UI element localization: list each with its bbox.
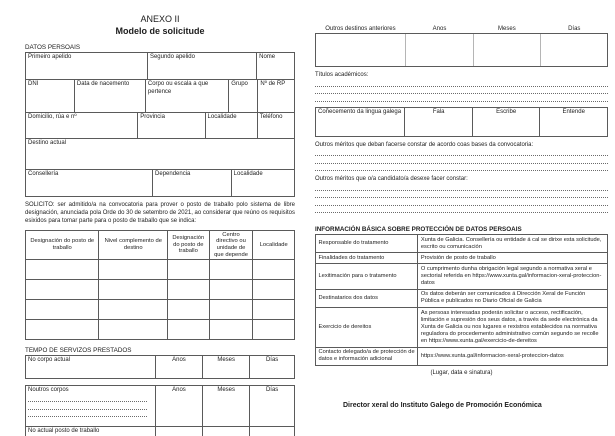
left-column [25, 14, 295, 436]
dotted-line [315, 183, 608, 191]
posto-col-designacion: Designación do posto de traballo [26, 230, 99, 260]
blank-field-cell [405, 34, 472, 66]
field-dni: DNI [26, 80, 75, 113]
col-dias: Días [250, 356, 295, 379]
table-row [316, 347, 608, 365]
field-no-actual-posto: No actual posto de traballo [26, 427, 156, 436]
col-escribe: Escribe [472, 107, 540, 136]
right-column [315, 26, 608, 409]
blank-field-cell [540, 34, 607, 66]
blank-field-cell [473, 34, 540, 66]
datos-persoais-table-row4 [25, 138, 295, 170]
col-anos: Anos [432, 26, 447, 32]
prot-label: Lexitimación para o tratamento [316, 264, 418, 289]
field-nome: Nome [257, 53, 295, 80]
prot-label: Exercicio de dereitos [316, 308, 418, 348]
prot-value: Xunta de Galicia. Consellería ou entidade á cal se dirixe esta solicitude, escrito ou comunicación [418, 235, 608, 253]
dotted-line [28, 410, 147, 418]
tempo-corpo-actual-table [25, 355, 295, 379]
dotted-line [315, 94, 608, 102]
blank-field-cell [168, 320, 209, 340]
blank-field-cell [253, 280, 295, 300]
col-anos: Anos [155, 356, 202, 379]
annex-title: ANEXO II [140, 14, 180, 24]
prot-value: As persoas interesadas poderán solicitar o acceso, rectificación, limitación e supresión dos seus datos, a través da sede electrónica da Xunta de Galicia ou nos lugares e rexistros establecidos na normativa reguladora do procedemento administrativo común segundo se recolle en https://www.xunta.gal/exercicio-de-dereitos [418, 308, 608, 348]
field-localidade: Localidade [205, 113, 257, 139]
col-anos: Anos [155, 386, 202, 427]
table-row [316, 289, 608, 307]
outros-destinos-header [315, 26, 608, 32]
blank-field-cell [203, 427, 250, 436]
field-data-nacemento: Data de nacemento [74, 80, 145, 113]
field-telefono: Teléfono [257, 113, 294, 139]
blank-field-cell [99, 300, 168, 320]
datos-persoais-table-row5 [25, 169, 295, 197]
blank-field-cell [99, 320, 168, 340]
dotted-line [315, 79, 608, 87]
col-meses: Meses [203, 386, 250, 427]
field-conselleria: Consellería [26, 170, 153, 197]
prot-label: Finalidades do tratamento [316, 253, 418, 264]
table-row [316, 264, 608, 289]
blank-field-cell [26, 300, 99, 320]
document-title [25, 14, 295, 37]
blank-field-cell [26, 320, 99, 340]
field-noutros-corpos [26, 386, 156, 427]
datos-persoais-table-row2 [25, 79, 295, 113]
blank-field-cell [209, 320, 253, 340]
blank-field-cell [209, 300, 253, 320]
blank-field-cell [168, 280, 209, 300]
blank-field-cell [168, 300, 209, 320]
prot-label: Responsable do tratamento [316, 235, 418, 253]
prot-value: O cumprimento dunha obrigación legal segundo a normativa xeral e sectorial referida en https://www.xunta.gal/informacion-xeral-proteccion-datos [418, 264, 608, 289]
posto-header-row [26, 230, 295, 260]
datos-persoais-table [25, 52, 295, 80]
blank-field-cell [253, 260, 295, 280]
posto-traballo-table [25, 230, 295, 341]
field-domicilio: Domicilio, rúa e nº [26, 113, 138, 139]
blank-field-cell [155, 427, 202, 436]
field-grupo: Grupo [229, 80, 258, 113]
blank-field-cell [253, 300, 295, 320]
dotted-line [28, 395, 147, 403]
section-proteccion-datos: INFORMACIÓN BÁSICA SOBRE PROTECCIÓN DE DATOS PERSOAIS [315, 226, 522, 233]
posto-empty-row [26, 280, 295, 300]
posto-empty-row [26, 300, 295, 320]
col-dias: Días [250, 386, 295, 427]
lingua-galega-table [315, 107, 608, 137]
tempo-noutros-corpos-table [25, 385, 295, 436]
field-dependencia: Dependencia [153, 170, 232, 197]
blank-field-cell [168, 260, 209, 280]
col-dias: Días [568, 26, 581, 32]
prot-value: Os datos deberán ser comunicados á Dirección Xeral de Función Pública e publicados no Diario Oficial de Galicia [418, 289, 608, 307]
dotted-line [315, 87, 608, 95]
blank-field-cell [26, 280, 99, 300]
dotted-line [315, 198, 608, 206]
posto-empty-row [26, 260, 295, 280]
field-num-rp: Nº de RP [258, 80, 295, 113]
outros-destinos-label: Outros destinos anteriores [325, 26, 396, 32]
field-provincia: Provincia [138, 113, 205, 139]
titulos-academicos-label: Títulos académicos: [315, 72, 369, 78]
table-row [316, 235, 608, 253]
dotted-line [315, 156, 608, 164]
lugar-data-sinatura: (Lugar, data e sinatura) [430, 369, 493, 376]
posto-col-nivel: Nivel complemento de destino [99, 230, 168, 260]
col-fala: Fala [405, 107, 473, 136]
blank-field-cell [209, 280, 253, 300]
datos-persoais-table-row3 [25, 112, 295, 139]
posto-col-designacion-2: Designación do posto de traballo [168, 230, 209, 260]
noutros-corpos-label: Noutros corpos [28, 387, 69, 394]
meritos-bases-label: Outros méritos que deban facerse constar de acordo coas bases da convocatoria: [315, 141, 534, 148]
posto-empty-row [26, 320, 295, 340]
section-datos-persoais: DATOS PERSOAIS [25, 44, 81, 52]
meritos-candidato-label: Outros méritos que o/a candidato/a desexe facer constar: [315, 176, 468, 182]
col-entende: Entende [540, 107, 608, 136]
dotted-line [315, 206, 608, 214]
field-segundo-apelido: Segundo apelido [147, 53, 256, 80]
field-localidade-2: Localidade [231, 170, 294, 197]
blank-field-cell [253, 320, 295, 340]
field-lingua-galega: Coñecemento da lingua galega [316, 107, 405, 136]
blank-field-cell [209, 260, 253, 280]
dotted-line [28, 402, 147, 410]
prot-label: Contacto delegado/a de protección de datos e información adicional [316, 347, 418, 365]
prot-value: Provisión de posto de traballo [418, 253, 608, 264]
field-corpo-escala: Corpo ou escala a que pertence [145, 80, 228, 113]
blank-field-cell [316, 34, 405, 66]
field-primeiro-apelido: Primeiro apelido [26, 53, 148, 80]
field-destino-actual: Destino actual [26, 139, 295, 170]
prot-value: https://www.xunta.gal/informacion-xeral-proteccion-datos [418, 347, 608, 365]
table-row [316, 253, 608, 264]
blank-field-cell [99, 280, 168, 300]
proteccion-datos-table [315, 234, 608, 366]
field-no-corpo-actual: No corpo actual [26, 356, 156, 379]
col-meses: Meses [498, 26, 516, 32]
document-subtitle: Modelo de solicitude [115, 25, 205, 36]
outros-destinos-table [315, 33, 608, 67]
solicito-paragraph: SOLICITO: ser admitido/a na convocatoria para prover o posto de traballo polo sistema de libre designación, anunciada pola Orde do 30 de setembro de 2021, ao considerar que reúno os requisitos esixidos para tomar parte para o posto de traballo que se indica: [25, 202, 295, 224]
director-xeral-line: Director xeral do Instituto Galego de Promoción Económica [343, 401, 542, 409]
blank-field-cell [99, 260, 168, 280]
blank-field-cell [26, 260, 99, 280]
dotted-line [315, 164, 608, 172]
dotted-line [315, 191, 608, 199]
section-tempo-servizos: TEMPO DE SERVIZOS PRESTADOS [25, 347, 132, 355]
blank-field-cell [250, 427, 295, 436]
table-row [316, 308, 608, 348]
prot-label: Destinatarios dos datos [316, 289, 418, 307]
dotted-line [315, 149, 608, 157]
posto-col-centro: Centro directivo ou unidade de que depende [209, 230, 253, 260]
col-meses: Meses [203, 356, 250, 379]
posto-col-localidade: Localidade [253, 230, 295, 260]
